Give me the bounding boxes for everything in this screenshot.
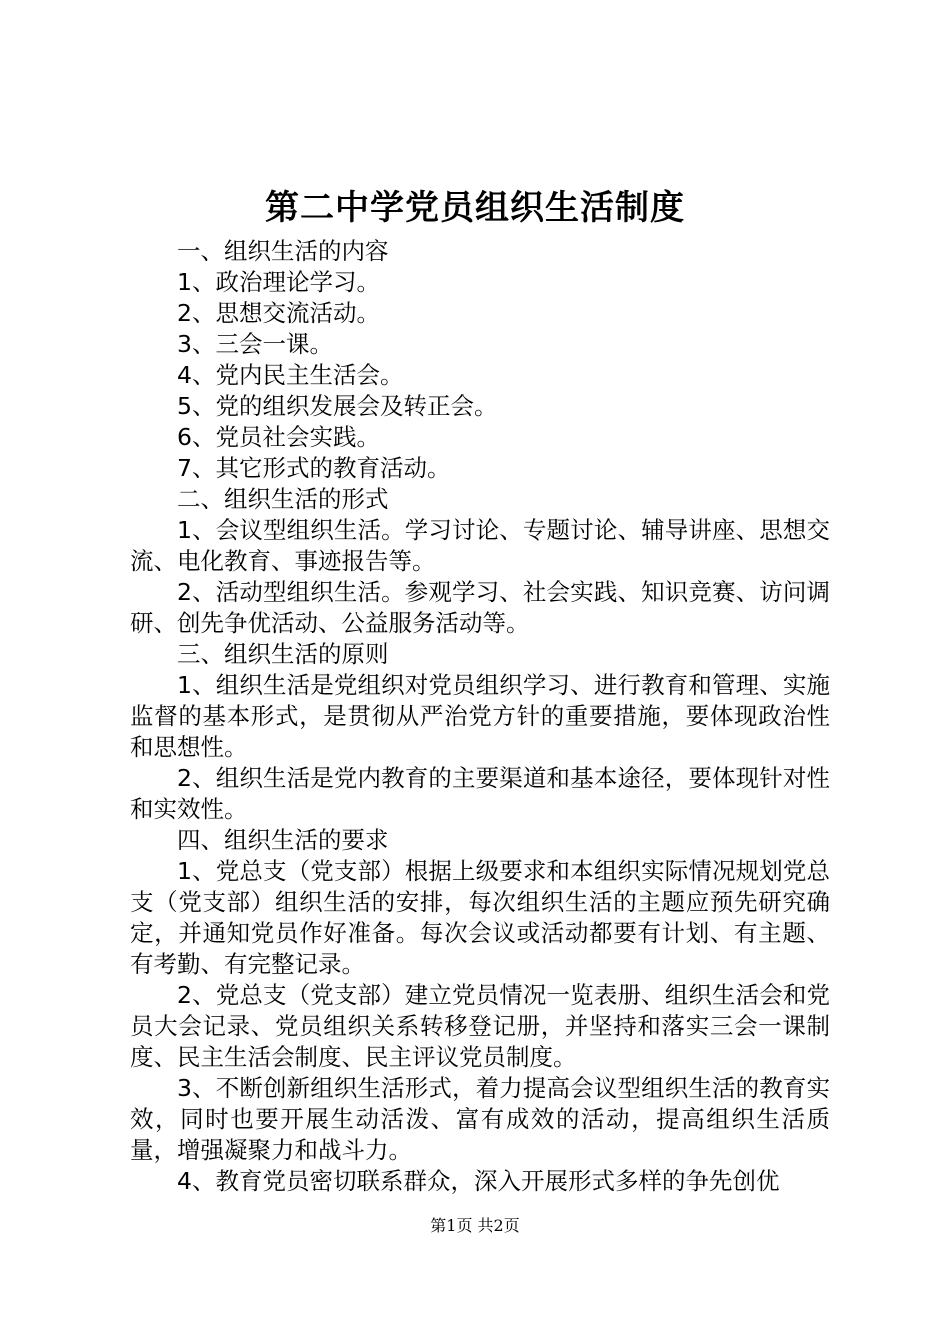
paragraph: 3、不断创新组织生活形式，着力提高会议型组织生活的教育实效，同时也要开展生动活泼、富有成效的活动，提高组织生活质量，增强凝聚力和战斗力。 xyxy=(130,1074,830,1164)
section-heading-form: 二、组织生活的形式 xyxy=(177,485,389,513)
paragraph: 1、组织生活是党组织对党员组织学习、进行教育和管理、实施监督的基本形式，是贯彻从严治党方针的重要措施，要体现政治性和思想性。 xyxy=(130,671,830,761)
section-heading-content: 一、组织生活的内容 xyxy=(177,237,389,265)
section-heading-requirement: 四、组织生活的要求 xyxy=(177,826,389,854)
list-item: 5、党的组织发展会及转正会。 xyxy=(177,392,498,420)
document-title: 第二中学党员组织生活制度 xyxy=(265,188,685,228)
document-body xyxy=(130,236,830,1197)
list-item: 6、党员社会实践。 xyxy=(177,423,380,451)
page-footer: 第1页 共2页 xyxy=(430,1216,520,1235)
paragraph: 1、会议型组织生活。学习讨论、专题讨论、辅导讲座、思想交流、电化教育、事迹报告等。 xyxy=(130,516,830,575)
section-heading-principle: 三、组织生活的原则 xyxy=(177,640,389,668)
list-item: 1、政治理论学习。 xyxy=(177,268,380,296)
list-item: 4、党内民主生活会。 xyxy=(177,361,404,389)
paragraph: 2、组织生活是党内教育的主要渠道和基本途径，要体现针对性和实效性。 xyxy=(130,764,830,823)
list-item: 3、三会一课。 xyxy=(177,330,333,358)
paragraph: 1、党总支（党支部）根据上级要求和本组织实际情况规划党总支（党支部）组织生活的安排，每次组织生活的主题应预先研究确定，并通知党员作好准备。每次会议或活动都要有计划、有主题、有考勤、有完整记录。 xyxy=(130,857,830,978)
list-item: 7、其它形式的教育活动。 xyxy=(177,454,451,482)
paragraph: 4、教育党员密切联系群众，深入开展形式多样的争先创优 xyxy=(177,1167,780,1195)
paragraph: 2、活动型组织生活。参观学习、社会实践、知识竞赛、访问调研、创先争优活动、公益服务活动等。 xyxy=(130,578,830,637)
list-item: 2、思想交流活动。 xyxy=(177,299,380,327)
paragraph: 2、党总支（党支部）建立党员情况一览表册、组织生活会和党员大会记录、党员组织关系转移登记册，并坚持和落实三会一课制度、民主生活会制度、民主评议党员制度。 xyxy=(130,981,830,1071)
